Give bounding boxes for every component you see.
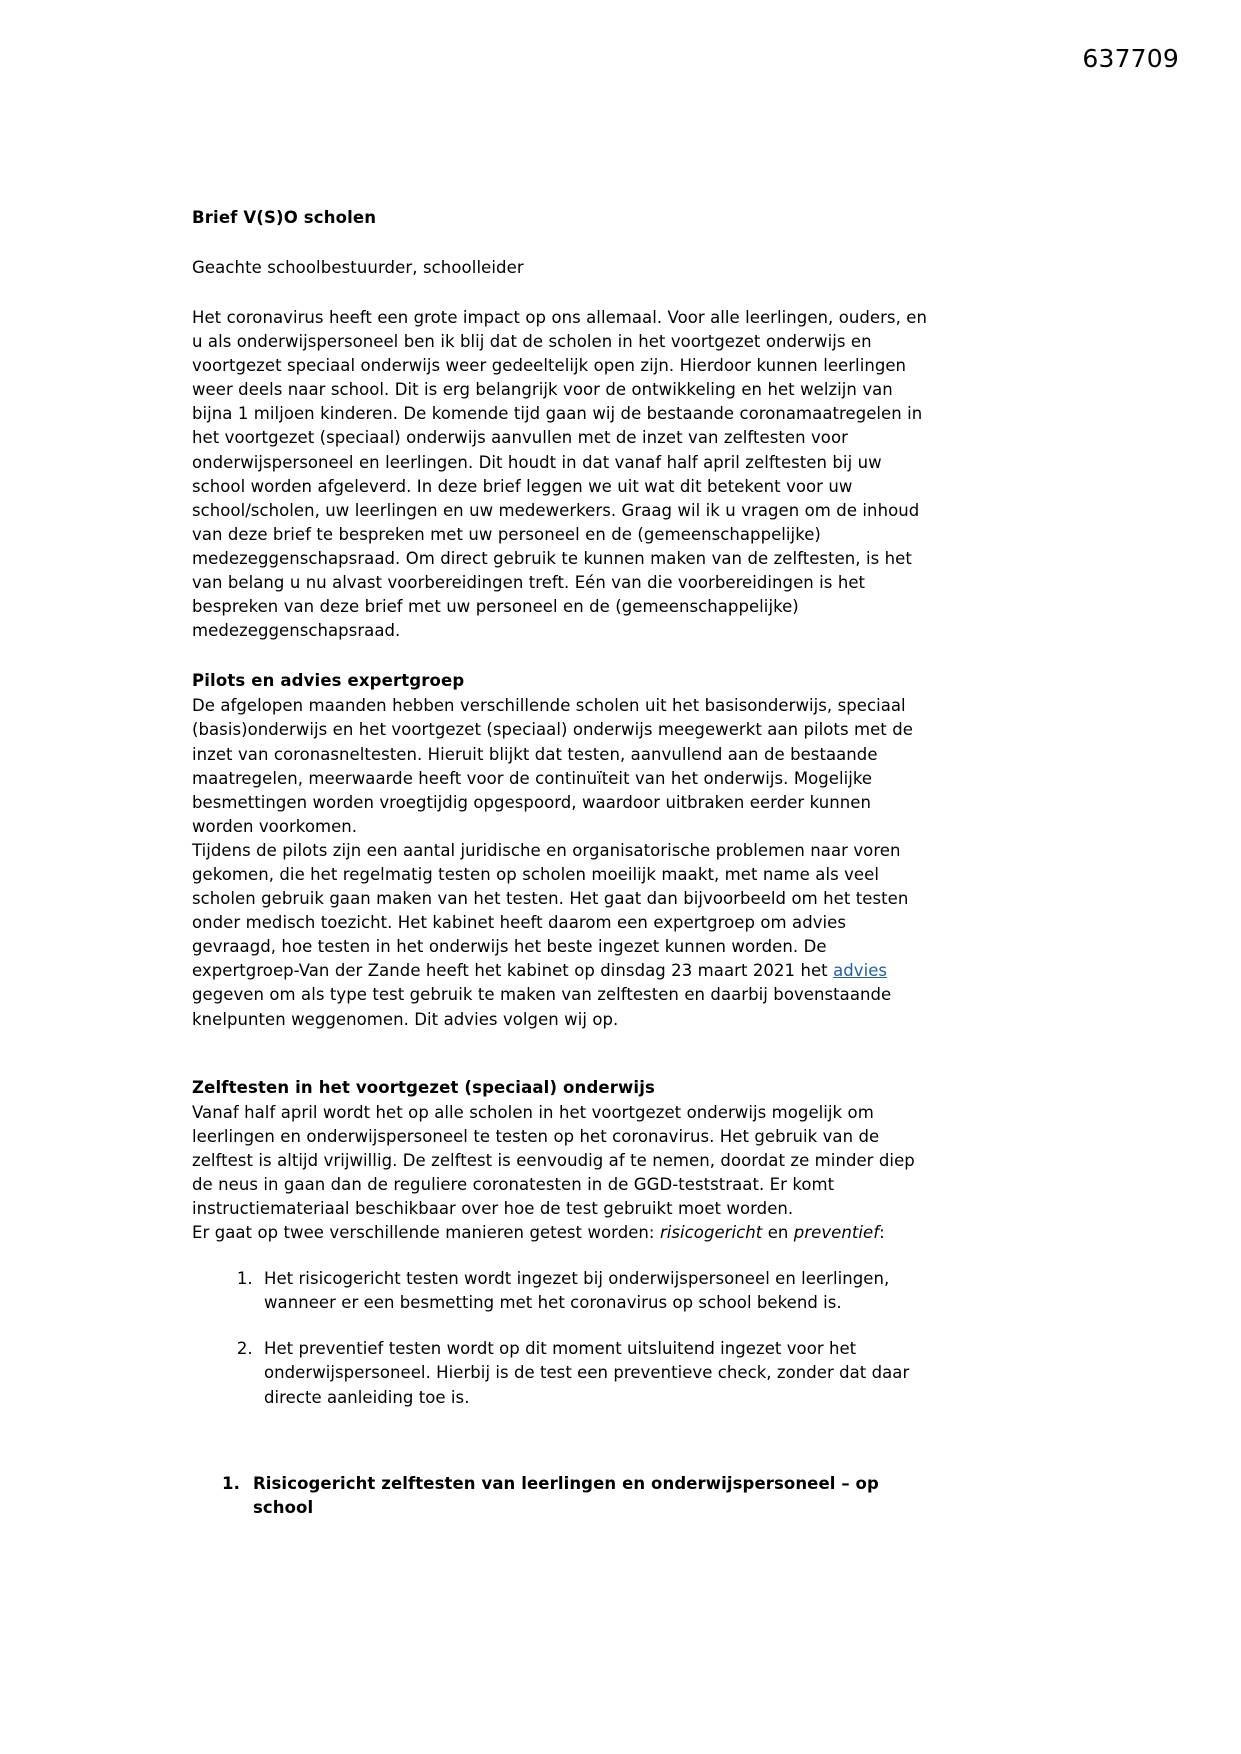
letter-body — [192, 206, 927, 1520]
emphasis-preventief: preventief — [793, 1223, 880, 1243]
test-methods-lead-part-3: : — [879, 1223, 885, 1243]
pilots-paragraph-2 — [192, 839, 927, 1032]
heading-zelftesten: Zelftesten in het voortgezet (speciaal) onderwijs — [192, 1077, 656, 1097]
pilots-paragraph-1: De afgelopen maanden hebben verschillende scholen uit het basisonderwijs, speciaal (basis)onderwijs en het voortgezet (speciaal) onderwijs meegewerkt aan pilots met de inzet van coronasneltesten. Hieruit blijkt dat testen, aanvullend aan de bestaande maatregelen, meerwaarde heeft voor de continuïteit van het onderwijs. Mogelijke besmettingen worden vroegtijdig opgespoord, waardoor uitbraken eerder kunnen worden voorkomen. — [192, 696, 913, 836]
intro-paragraph: Het coronavirus heeft een grote impact op ons allemaal. Voor alle leerlingen, ouders, en u als onderwijspersoneel ben ik blij dat de scholen in het voortgezet onderwijs en voortgezet speciaal onderwijs weer gedeeltelijk open zijn. Hierdoor kunnen leerlingen weer deels naar school. Dit is erg belangrijk voor de ontwikkeling en het welzijn van bijna 1 miljoen kinderen. De komende tijd gaan wij de bestaande coronamaatregelen in het voortgezet (speciaal) onderwijs aanvullen met de inzet van zelftesten voor onderwijspersoneel en leerlingen. Dit houdt in dat vanaf half april zelftesten bij uw school worden afgeleverd. In deze brief leggen we uit wat dit betekent voor uw school/scholen, uw leerlingen en uw medewerkers. Graag wil ik u vragen om de inhoud van deze brief te bespreken met uw personeel en de (gemeenschappelijke) medezeggenschapsraad. Om direct gebruik te kunnen maken van de zelftesten, is het van belang u nu alvast voorbereidingen treft. Eén van die voorbereidingen is het bespreken van deze brief met uw personeel en de (gemeenschappelijke) medezeggenschapsraad. — [192, 308, 927, 641]
test-methods-lead — [192, 1221, 927, 1245]
advies-link[interactable]: advies — [833, 961, 888, 981]
heading-risicogericht-section — [192, 1472, 927, 1520]
list-item: 2. Het preventief testen wordt op dit moment uitsluitend ingezet voor het onderwijspersoneel. Hierbij is de test een preventieve check, zonder dat daar directe aanleiding toe is. — [258, 1337, 927, 1409]
heading-pilots-advies: Pilots en advies expertgroep — [192, 671, 465, 691]
emphasis-risicogericht: risicogericht — [659, 1223, 763, 1243]
page-title: Brief V(S)O scholen — [192, 208, 377, 227]
final-heading-text: Risicogericht zelftesten van leerlingen en onderwijspersoneel – op school — [252, 1473, 879, 1517]
test-methods-list — [192, 1267, 927, 1409]
test-methods-lead-part-2: en — [762, 1223, 794, 1243]
test-methods-lead-part-1: Er gaat op twee verschillende manieren getest worden: — [192, 1223, 660, 1243]
final-heading-number: 1. — [222, 1473, 240, 1493]
pilots-paragraph-2-text-before: Tijdens de pilots zijn een aantal juridische en organisatorische problemen naar voren gekomen, die het regelmatig testen op scholen moeilijk maakt, met name als veel scholen gebruik gaan maken van het testen. Het gaat dan bijvoorbeeld om het testen onder medisch toezicht. Het kabinet heeft daarom een expertgroep om advies gevraagd, hoe testen in het onderwijs het beste ingezet kunnen worden. De expertgroep-Van der Zande heeft het kabinet op dinsdag 23 maart 2021 het — [192, 840, 909, 981]
list-item: 1. Het risicogericht testen wordt ingezet bij onderwijspersoneel en leerlingen, wanneer er een besmetting met het coronavirus op school bekend is. — [258, 1267, 927, 1315]
zelftesten-paragraph-1: Vanaf half april wordt het op alle scholen in het voortgezet onderwijs mogelijk om leerlingen en onderwijspersoneel te testen op het coronavirus. Het gebruik van de zelftest is altijd vrijwillig. De zelftest is eenvoudig af te nemen, doordat ze minder diep de neus in gaan dan de reguliere coronatesten in de GGD-teststraat. Er komt instructiemateriaal beschikbaar over hoe de test gebruikt moet worden. — [192, 1102, 915, 1218]
document-number: 637709 — [1082, 44, 1179, 73]
salutation-line: Geachte schoolbestuurder, schoolleider — [192, 258, 524, 277]
pilots-paragraph-2-text-after: gegeven om als type test gebruik te maken van zelftesten en daarbij bovenstaande knelpunten weggenomen. Dit advies volgen wij op. — [192, 985, 892, 1029]
